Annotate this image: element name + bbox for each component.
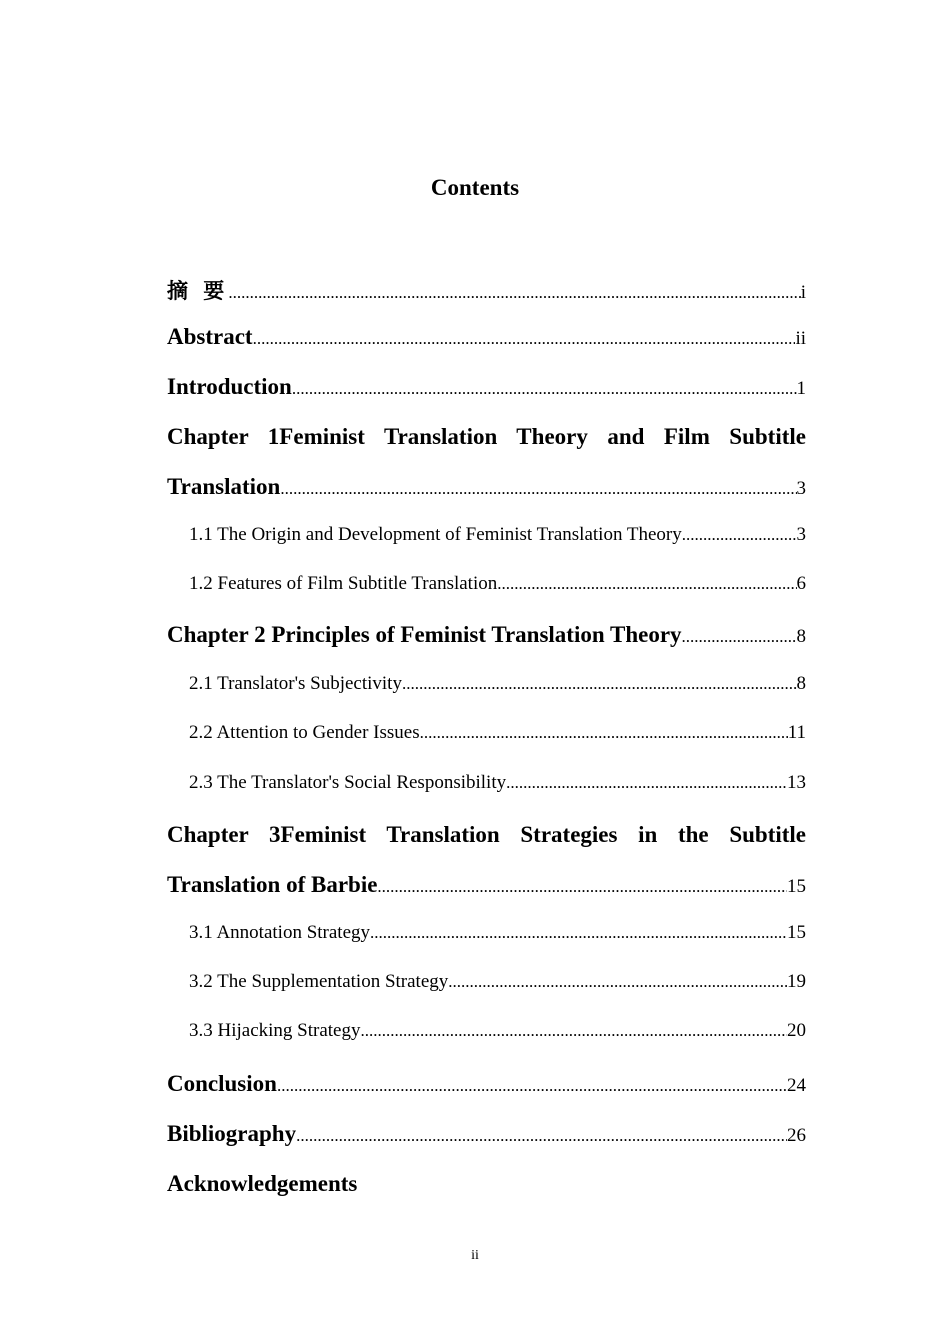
toc-entry-label: Introduction xyxy=(167,374,292,399)
leader-dots xyxy=(506,773,787,793)
page-title: Contents xyxy=(430,175,520,200)
leader-dots xyxy=(361,1021,788,1041)
leader-dots xyxy=(370,923,787,943)
toc-entry-conclusion[interactable] xyxy=(167,1071,806,1101)
toc-entry-label: Translation of Barbie xyxy=(167,872,378,897)
toc-entry-page: 6 xyxy=(796,573,806,594)
toc-entry-page: 1 xyxy=(796,378,806,399)
toc-entry-chapter-3[interactable] xyxy=(167,872,806,902)
toc-entry-label: 3.2 The Supplementation Strategy xyxy=(189,971,449,992)
toc-entry-1-2[interactable] xyxy=(189,573,806,603)
toc-entry-label: Bibliography xyxy=(167,1121,297,1146)
toc-entry-bibliography[interactable] xyxy=(167,1121,806,1151)
toc-entry-chapter-1[interactable] xyxy=(167,474,806,504)
toc-entry-page: 24 xyxy=(787,1075,806,1096)
leader-dots xyxy=(253,329,796,349)
toc-entry-page: i xyxy=(800,282,806,303)
toc-entry-label: Acknowledgements xyxy=(167,1171,358,1196)
leader-dots xyxy=(228,283,800,303)
toc-entry-1-1[interactable] xyxy=(189,524,806,554)
toc-entry-page: 3 xyxy=(796,524,806,545)
toc-entry-3-1[interactable] xyxy=(189,922,806,952)
toc-entry-label: 1.2 Features of Film Subtitle Translation xyxy=(189,573,498,594)
toc-entry-3-2[interactable] xyxy=(189,971,806,1001)
toc-entry-2-2[interactable] xyxy=(189,722,806,752)
leader-dots xyxy=(402,674,797,694)
toc-entry-chapter-1-line1[interactable]: Chapter 1Feminist Translation Theory and Film Subtitle xyxy=(167,424,806,449)
leader-dots xyxy=(280,479,796,499)
leader-dots xyxy=(277,1076,787,1096)
toc-entry-page: 8 xyxy=(796,673,806,694)
toc-entry-2-1[interactable] xyxy=(189,673,806,703)
leader-dots xyxy=(448,972,787,992)
toc-entry-label: 2.1 Translator's Subjectivity xyxy=(189,673,402,694)
toc-entry-page: 13 xyxy=(787,772,806,793)
leader-dots xyxy=(296,1126,787,1146)
toc-entry-page: 11 xyxy=(787,722,806,743)
toc-entry-abstract[interactable] xyxy=(167,324,806,354)
leader-dots xyxy=(292,379,797,399)
toc-entry-page: 15 xyxy=(787,922,806,943)
toc-entry-introduction[interactable] xyxy=(167,374,806,404)
toc-entry-label: 摘 要 xyxy=(167,279,229,303)
leader-dots xyxy=(377,877,787,897)
leader-dots xyxy=(682,627,797,647)
toc-entry-acknowledgements[interactable] xyxy=(167,1171,806,1201)
toc-entry-label: Chapter 2 Principles of Feminist Translation Theory xyxy=(167,622,682,647)
toc-entry-3-3[interactable] xyxy=(189,1020,806,1050)
toc-entry-label: 2.2 Attention to Gender Issues xyxy=(189,722,420,743)
toc-entry-label: 2.3 The Translator's Social Responsibility xyxy=(189,772,507,793)
toc-entry-label: 3.1 Annotation Strategy xyxy=(189,922,371,943)
leader-dots xyxy=(420,723,788,743)
toc-entry-label: Translation xyxy=(167,474,281,499)
toc-entry-page: 8 xyxy=(796,626,806,647)
toc-entry-page: ii xyxy=(795,328,806,349)
toc-entry-label: 3.3 Hijacking Strategy xyxy=(189,1020,361,1041)
toc-entry-page: 26 xyxy=(787,1125,806,1146)
toc-entry-label: 1.1 The Origin and Development of Feminist Translation Theory xyxy=(189,524,682,545)
toc-entry-chapter-2[interactable] xyxy=(167,622,806,652)
toc-entry-page: 15 xyxy=(787,876,806,897)
toc-entry-abstract-zh[interactable] xyxy=(167,275,806,305)
toc-entry-page: 19 xyxy=(787,971,806,992)
toc-entry-chapter-3-line1[interactable]: Chapter 3Feminist Translation Strategies in the Subtitle xyxy=(167,822,806,847)
toc-entry-2-3[interactable] xyxy=(189,772,806,802)
toc-entry-page: 20 xyxy=(787,1020,806,1041)
toc-entry-label: Abstract xyxy=(167,324,253,349)
toc-entry-label: Conclusion xyxy=(167,1071,277,1096)
leader-dots xyxy=(682,525,797,545)
page-number: ii xyxy=(471,1248,479,1263)
leader-dots xyxy=(497,574,796,594)
toc-entry-page: 3 xyxy=(796,478,806,499)
